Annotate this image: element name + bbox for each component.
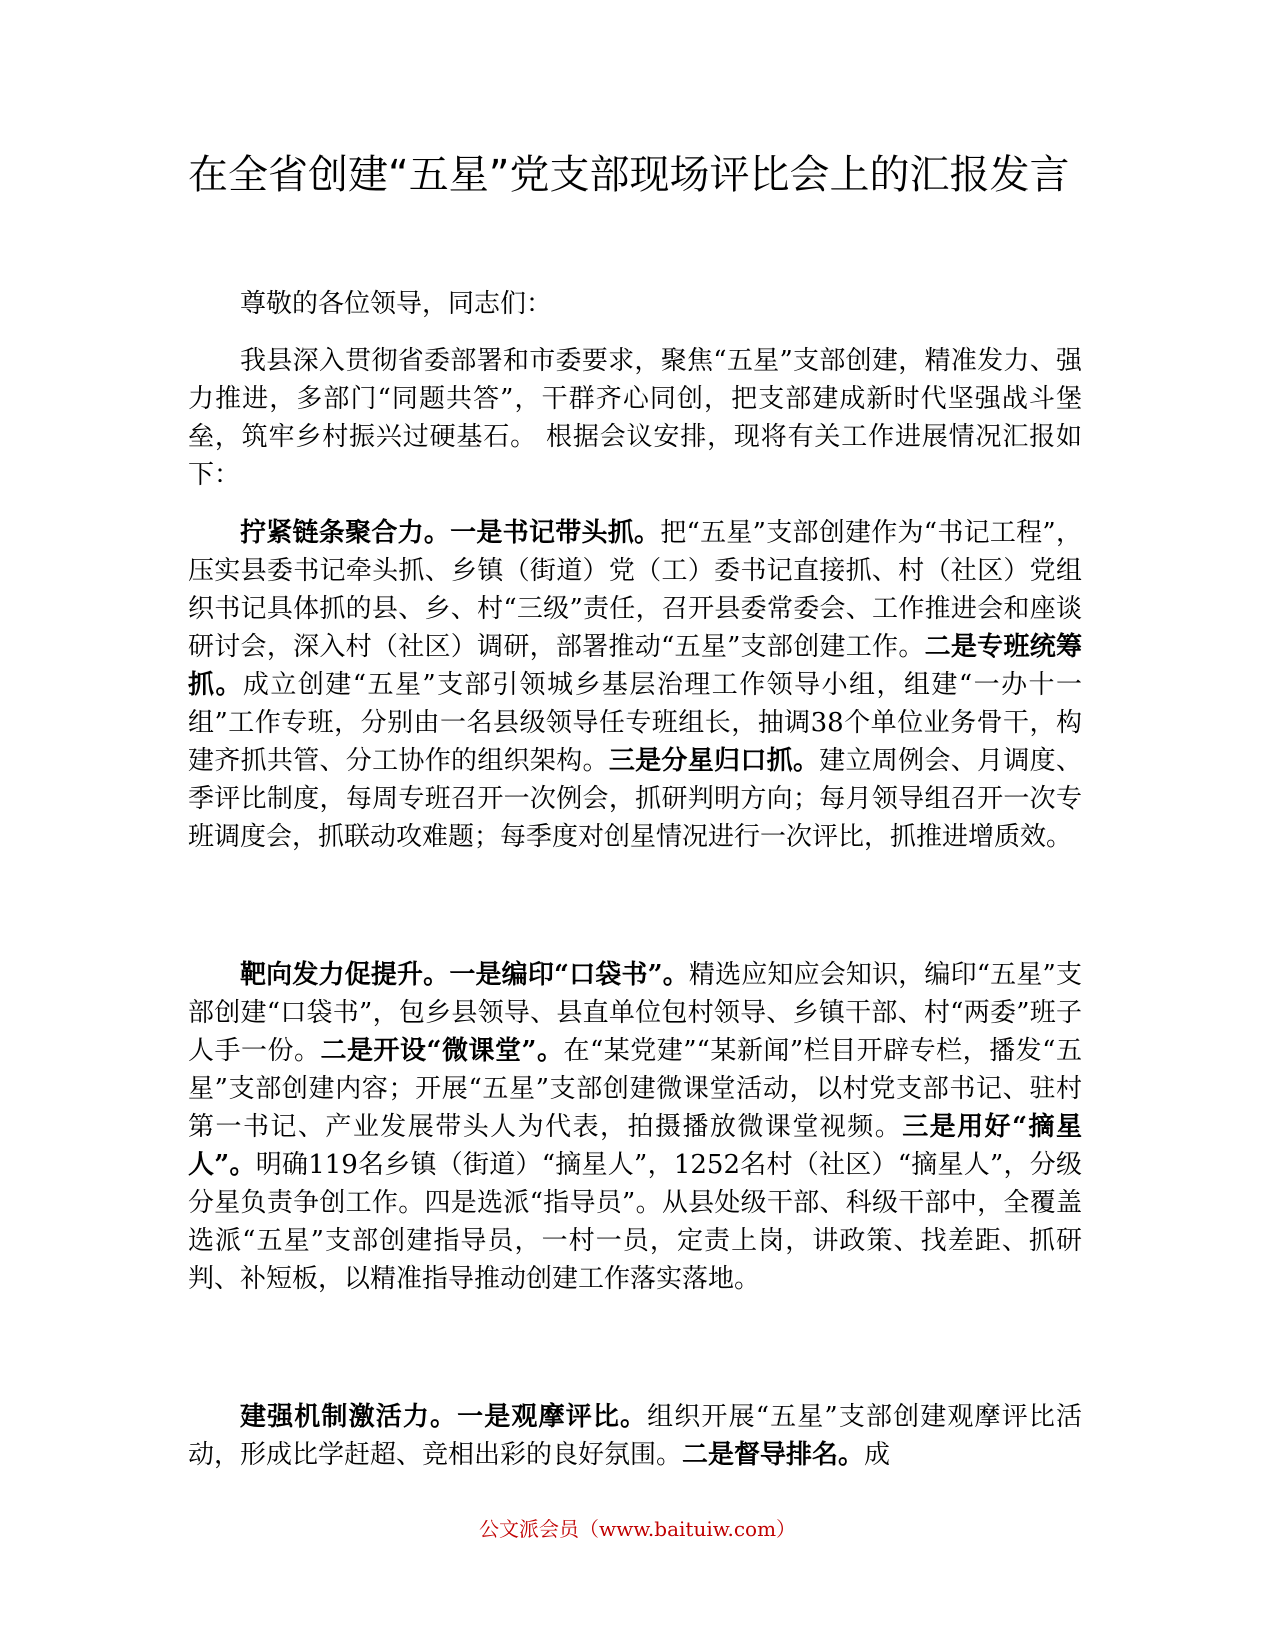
- section-paragraph-2: [188, 956, 1082, 1298]
- item-label: 一是编印“口袋书”。: [449, 960, 689, 990]
- item-label: 三是用好“摘星人”。: [188, 1112, 1082, 1180]
- item-label: 二是开设“微课堂”。: [320, 1036, 564, 1066]
- item-label: 一是书记带头抓。: [450, 518, 661, 548]
- item-text: 在“某党建”“某新闻”栏目开辟专栏，播发“五星”支部创建内容；开展“五星”支部创建微课堂活动，以村党支部书记、驻村第一书记、产业发展带头人为代表，拍摄播放微课堂视频。: [188, 1036, 1082, 1142]
- item-label: 二是专班统筹抓。: [188, 632, 1082, 700]
- item-text: 精选应知应会知识，编印“五星”支部创建“口袋书”，包乡县领导、县直单位包村领导、乡镇干部、村“两委”班子人手一份。: [188, 960, 1082, 1066]
- item-text: 成立创建“五星”支部引领城乡基层治理工作领导小组，组建“一办十一组”工作专班，分别由一名县级领导任专班组长，抽调38个单位业务骨干，构建齐抓共管、分工协作的组织架构。: [188, 670, 1082, 776]
- item-label: 三是分星归口抓。: [608, 746, 820, 776]
- footer-watermark-link[interactable]: 公文派会员（www.baituiw.com）: [478, 1517, 797, 1541]
- item-text: 成: [864, 1440, 891, 1470]
- document-title: 在全省创建“五星”党支部现场评比会上的汇报发言: [188, 152, 1070, 198]
- greeting-paragraph: 尊敬的各位领导，同志们：: [240, 289, 553, 319]
- item-label: 一是观摩评比。: [457, 1402, 648, 1432]
- item-text: 明确119名乡镇（街道）“摘星人”，1252名村（社区）“摘星人”，分级分星负责争创工作。四是选派“指导员”。从县处级干部、科级干部中，全覆盖选派“五星”支部创建指导员，一村一员，定责上岗，讲政策、找差距、抓研判、补短板，以精准指导推动创建工作落实落地。: [188, 1150, 1082, 1294]
- section-heading: 建强机制激活力。: [240, 1402, 458, 1432]
- section-paragraph-3: [188, 1398, 1082, 1474]
- item-text: 建立周例会、月调度、季评比制度，每周专班召开一次例会，抓研判明方向；每月领导组召开一次专班调度会，抓联动攻难题；每季度对创星情况进行一次评比，抓推进增质效。: [188, 746, 1082, 852]
- section-heading: 靶向发力促提升。: [240, 960, 450, 990]
- item-label: 二是督导排名。: [682, 1440, 865, 1470]
- section-heading: 拧紧链条聚合力。: [240, 518, 451, 548]
- item-text: 组织开展“五星”支部创建观摩评比活动，形成比学赶超、竞相出彩的良好氛围。: [188, 1402, 1082, 1470]
- section-paragraph-1: [188, 514, 1082, 856]
- intro-paragraph: 我县深入贯彻省委部署和市委要求，聚焦“五星”支部创建，精准发力、强力推进，多部门“同题共答”，干群齐心同创，把支部建成新时代坚强战斗堡垒，筑牢乡村振兴过硬基石。 根据会议安排，现将有关工作进展情况汇报如下：: [188, 346, 1082, 490]
- item-text: 把“五星”支部创建作为“书记工程”，压实县委书记牵头抓、乡镇（街道）党（工）委书记直接抓、村（社区）党组织书记具体抓的县、乡、村“三级”责任，召开县委常委会、工作推进会和座谈研讨会，深入村（社区）调研，部署推动“五星”支部创建工作。: [188, 518, 1082, 662]
